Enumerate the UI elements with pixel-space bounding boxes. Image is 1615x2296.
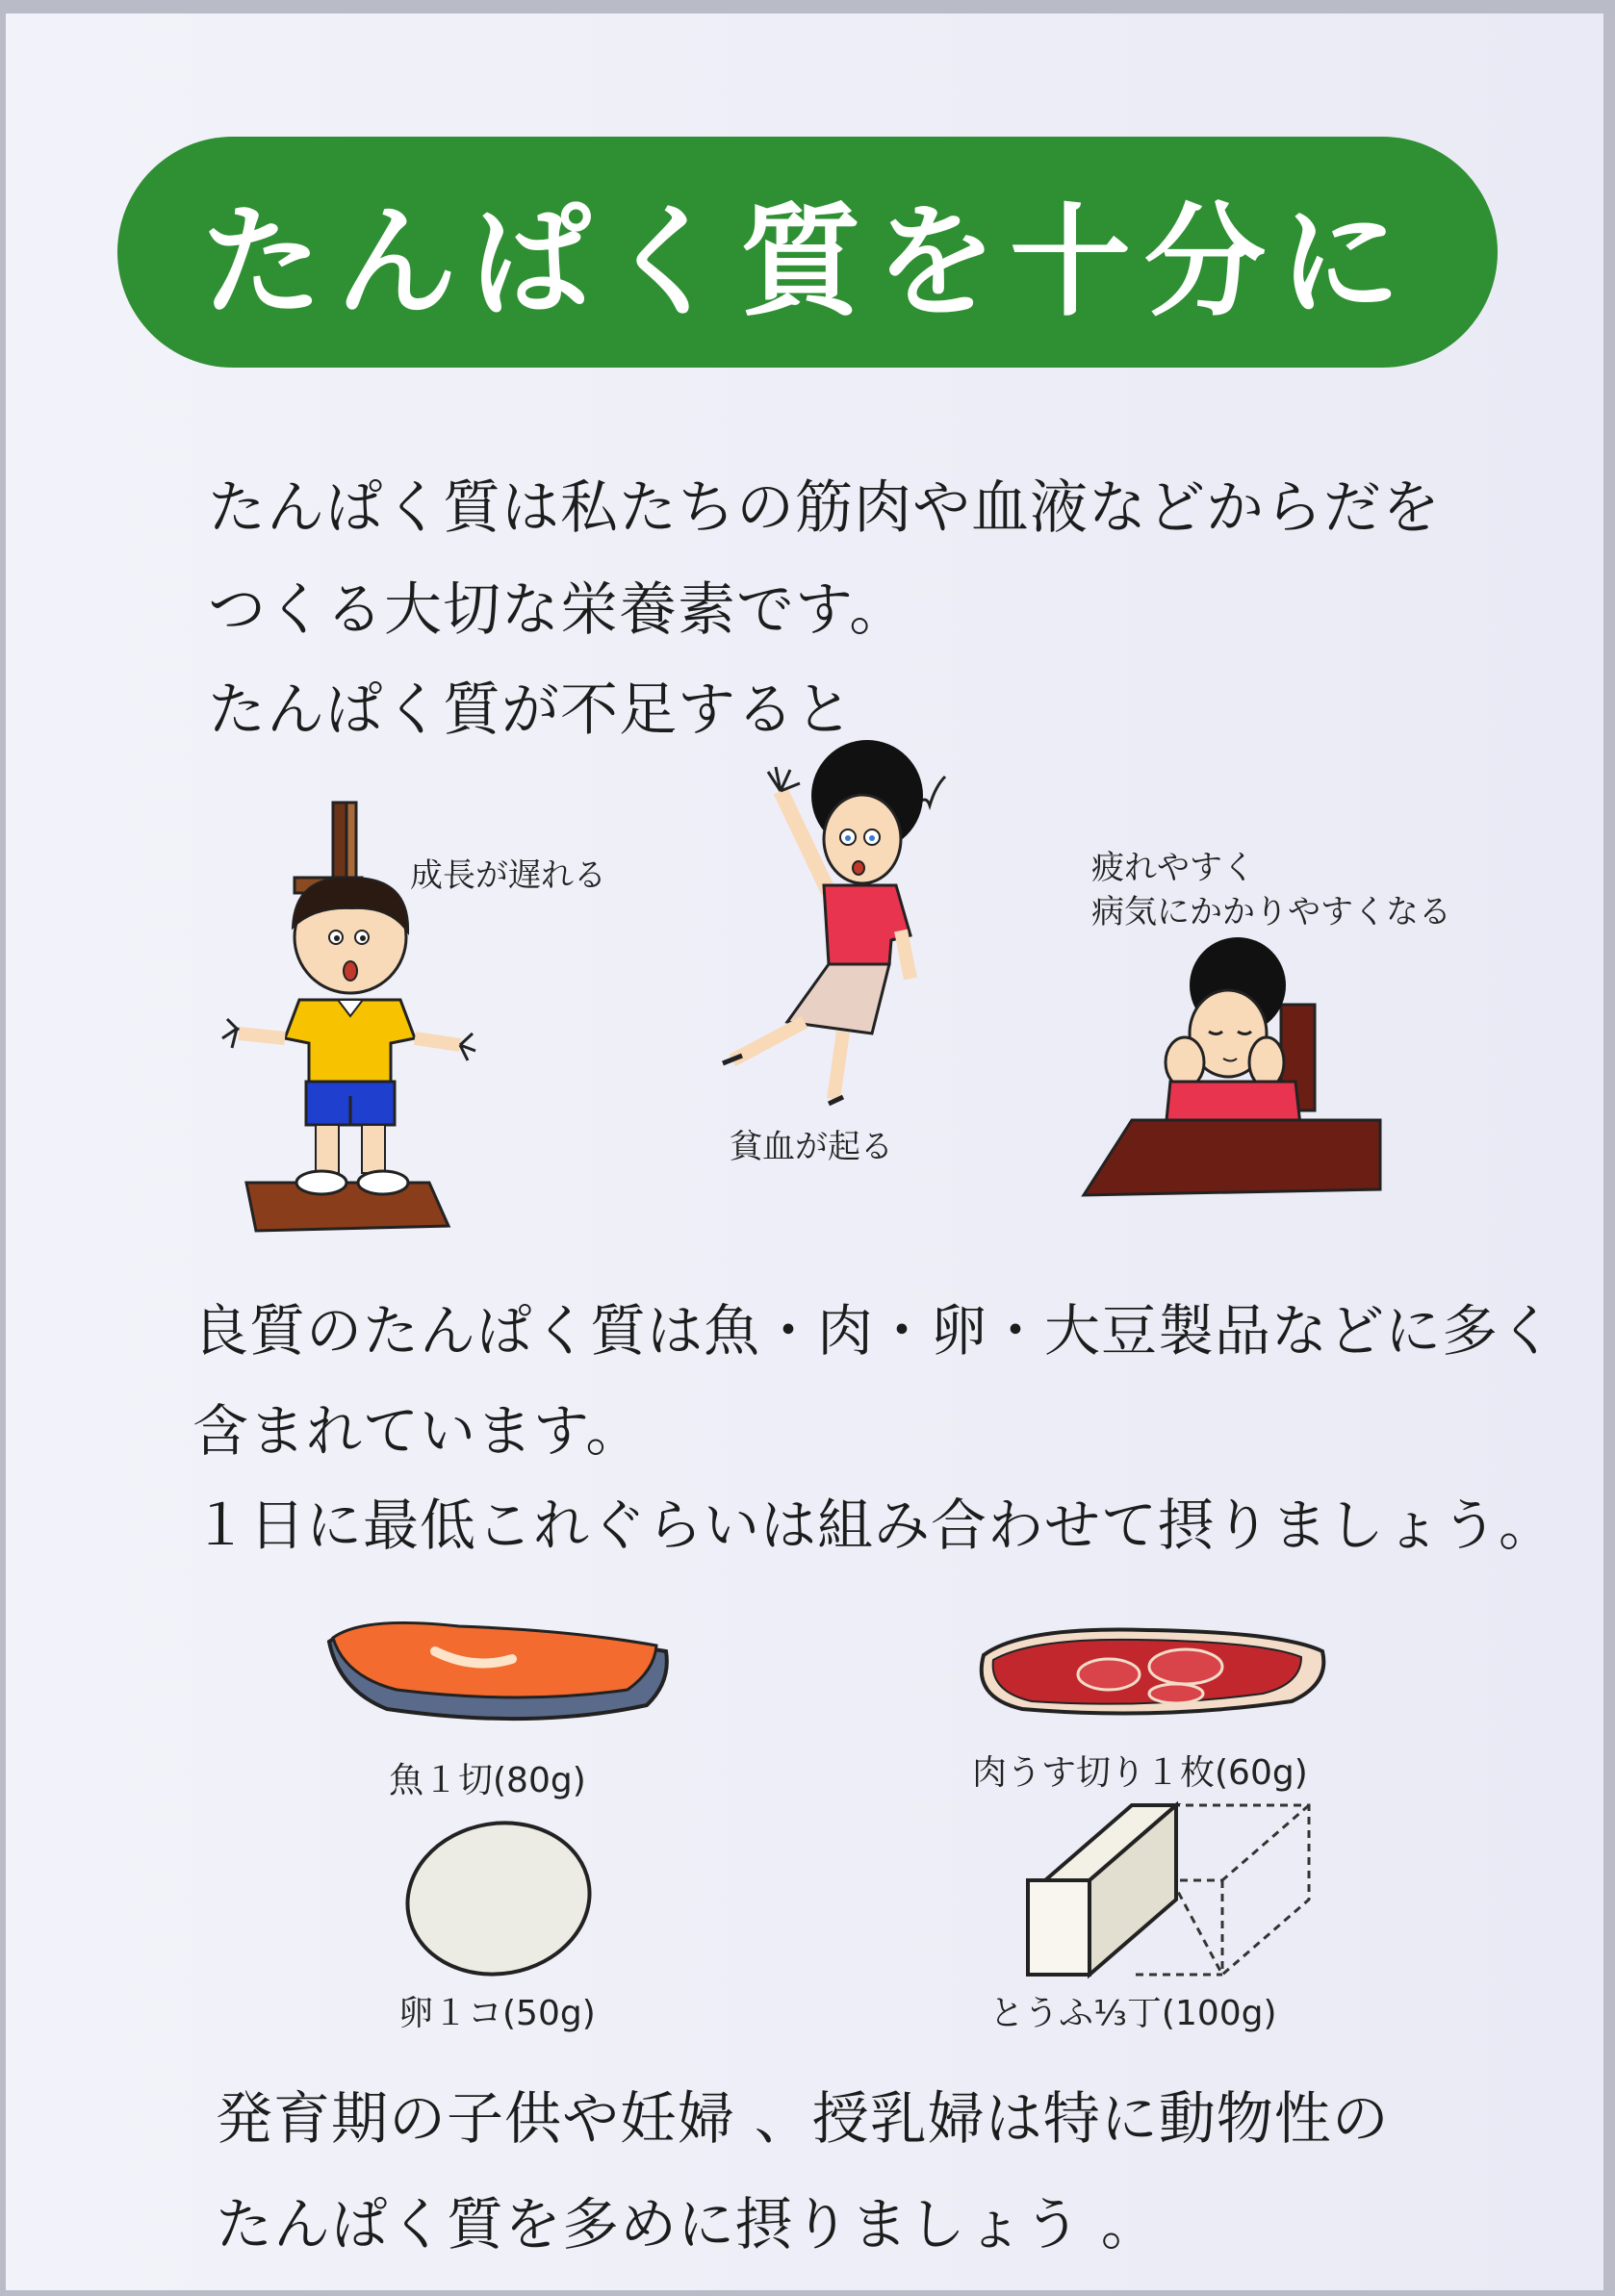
effect-fatigue-caption-1: 疲れやすく	[1091, 849, 1255, 887]
tired-woman-illustration	[1074, 937, 1392, 1197]
woman-anemia-illustration	[718, 733, 1007, 1118]
page-title: たんぱく質を十分に	[201, 191, 1414, 333]
food-egg-caption: 卵１コ(50g)	[398, 1994, 596, 2033]
intro-line-1: たんぱく質は私たちの筋肉や血液などからだを	[208, 474, 1441, 542]
food-fish-caption: 魚１切(80g)	[389, 1761, 586, 1800]
intro-line-2: つくる大切な栄養素です。	[208, 576, 909, 644]
closing-line-2: たんぱく質を多めに摂りましょう 。	[216, 2191, 1159, 2258]
egg-illustration	[402, 1819, 595, 1978]
sources-line-2: 含まれています。	[192, 1398, 643, 1464]
tofu-block-illustration	[1016, 1799, 1315, 1982]
food-tofu-caption: とうふ⅓丁(100g)	[989, 1994, 1277, 2033]
closing-line-1: 発育期の子供や妊婦 、授乳婦は特に動物性の	[216, 2085, 1390, 2152]
meat-slice-illustration	[964, 1617, 1334, 1724]
sources-line-1: 良質のたんぱく質は魚・肉・卵・大豆製品などに多く	[192, 1298, 1556, 1364]
sources-line-3: １日に最低これぐらいは組み合わせて摂りましょう。	[192, 1492, 1556, 1558]
effect-fatigue-caption-2: 病気にかかりやすくなる	[1091, 893, 1451, 931]
effect-growth-caption: 成長が遅れる	[410, 856, 606, 895]
intro-line-3: たんぱく質が不足すると	[208, 676, 854, 744]
food-meat-caption: 肉うす切り１枚(60g)	[972, 1753, 1308, 1793]
effect-anemia-caption: 貧血が起る	[730, 1128, 893, 1166]
fish-slice-illustration	[320, 1601, 676, 1736]
title-banner	[117, 137, 1498, 368]
poster	[6, 13, 1603, 2290]
